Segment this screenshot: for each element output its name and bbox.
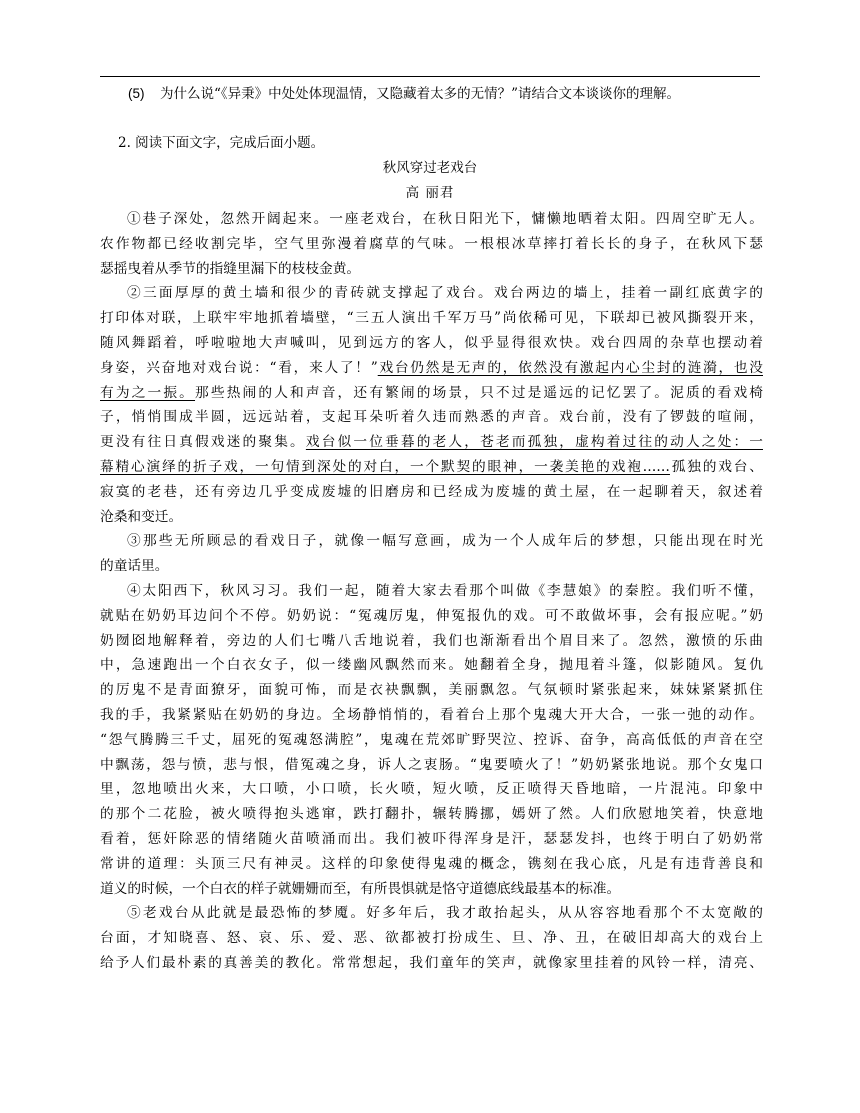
article-author: 高 丽君 [405, 185, 455, 201]
text-line: 奶囫囵地解释着，旁边的人们七嘴八舌地说着，我们也渐渐看出个眉目来了。忽然，激愤的乐曲 [100, 632, 763, 649]
text-line: 寂寞的老巷，还有旁边几乎变成废墟的旧磨房和已经成为废墟的黄土屋，在一起聊着天，叙述着 [100, 483, 763, 500]
question-5-number: (5) [128, 86, 145, 101]
text-line: ③那些无所顾忌的看戏日子，就像一幅写意画，成为一个人成年后的梦想，只能出现在时光 [127, 533, 763, 550]
text-line: 道义的时候，一个白衣的样子就姗姗而至，有所畏惧就是恪守道德底线最基本的标准。 [100, 880, 621, 897]
text-line: ④太阳西下，秋风习习。我们一起，随着大家去看那个叫做《李慧娘》的秦腔。我们听不懂， [127, 582, 763, 599]
text-line: 给予人们最朴素的真善美的教化。常常想起，我们童年的笑声，就像家里挂着的风铃一样，清亮、 [100, 954, 763, 971]
text-line: 沧桑和变迁。 [100, 508, 183, 525]
text-line: ⑤老戏台从此就是最恐怖的梦魇。好多年后，我才敢抬起头，从从容容地看那个不太宽敞的 [127, 905, 763, 922]
text-line [100, 381, 763, 406]
text-segment: 那些热闹的人和声音，还有繁闹的场景，只不过是遥远的记忆罢了。泥质的看戏椅 [195, 384, 763, 401]
text-line: 随风舞蹈着，呼啦啦地大声喊叫，见到远方的客人，似乎显得很欢快。戏台四周的杂草也摆动着 [100, 334, 763, 351]
text-line: 瑟摇曳着从季节的指缝里漏下的枝枝金黄。 [100, 260, 361, 277]
article-title: 秋风穿过老戏台 [382, 160, 478, 176]
underlined-sentence: 幕精心演绎的折子戏，一句情到深处的对白，一个默契的眼神，一袭美艳的戏袍…… [100, 458, 670, 475]
text-line: ②三面厚厚的黄土墙和很少的青砖就支撑起了戏台。戏台两边的墙上，挂着一副红底黄字的 [127, 285, 763, 302]
text-segment: 身姿，兴奋地对戏台说：“看，来人了！” [100, 359, 378, 376]
text-line: 我的手，我紧紧贴在奶奶的身边。全场静悄悄的，看着台上那个鬼魂大开大合，一张一弛的动作。 [100, 706, 763, 723]
question-2-instruction: 2. 阅读下面文字，完成后面小题。 [118, 135, 325, 151]
text-segment: 孤独的戏台、 [669, 458, 763, 475]
underlined-sentence: 有为之一振。 [100, 384, 196, 401]
text-line: 子，悄悄围成半圆，远远站着，支起耳朵听着久违而熟悉的声音。戏台前，没有了锣鼓的喧闹， [100, 409, 763, 426]
question-5-text: 为什么说“《异秉》中处处体现温情，又隐藏着太多的无情？”请结合文本谈谈你的理解。 [160, 86, 681, 102]
text-segment: 更没有往日真假戏迷的聚集。 [100, 434, 306, 451]
text-line: 台面，才知晓喜、怒、哀、乐、爱、恶、欲都被打扮成生、旦、净、丑，在破旧却高大的戏台上 [100, 930, 763, 947]
text-line [100, 430, 763, 455]
article-body [100, 207, 763, 976]
text-line: 常讲的道理：头顶三尺有神灵。这样的印象使得鬼魂的概念，镌刻在我心底，凡是有违背善良和 [100, 855, 763, 872]
question-5 [128, 84, 680, 104]
text-line: 的童话里。 [100, 558, 169, 575]
text-line: 的厉鬼不是青面獠牙，面貌可怖，而是衣袂飘飘，美丽飘忽。气氛顿时紧张起来，妹妹紧紧抓住 [100, 682, 763, 699]
underlined-sentence: 戏台似一位垂暮的老人，苍老而孤独，虚构着过往的动人之处：一 [305, 434, 763, 451]
text-line: 农作物都已经收割完毕，空气里弥漫着腐草的气味。一根根冰草摔打着长长的身子，在秋风下瑟 [100, 235, 763, 252]
text-line: “怨气腾腾三千丈，屈死的冤魂怒满腔”，鬼魂在荒郊旷野哭泣、控诉、奋争，高高低低的声音在空 [100, 731, 763, 748]
text-line: ①巷子深处，忽然开阔起来。一座老戏台，在秋日阳光下，慵懒地晒着太阳。四周空旷无人。 [127, 211, 763, 227]
text-line: 的那个二花脸，被火喷得抱头逃窜，跌打翻扑，辗转腾挪，嫣妍了然。人们欣慰地笑着，快意地 [100, 806, 763, 823]
text-line [100, 455, 763, 480]
text-line: 就贴在奶奶耳边问个不停。奶奶说：“冤魂厉鬼，伸冤报仇的戏。可不敢做坏事，会有报应呢。”奶 [100, 607, 763, 624]
underlined-sentence: 戏台仍然是无声的，依然没有激起内心尘封的涟漪，也没 [377, 359, 763, 376]
text-line: 打印体对联，上联牢牢地抓着墙壁，“三五人演出千军万马”尚依稀可见，下联却已被风撕裂开来， [100, 310, 763, 327]
header-rule [100, 76, 760, 77]
text-line: 中，急速跑出一个白衣女子，似一缕幽风飘然而来。她翻着全身，抛甩着斗篷，似影随风。复仇 [100, 657, 763, 674]
text-line: 中飘荡，怨与愤，悲与恨，借冤魂之身，诉人之衷肠。“鬼要喷火了！”奶奶紧张地说。那个女鬼口 [100, 756, 763, 773]
text-line: 看着，惩奸除恶的情绪随火苗喷涌而出。我们被吓得浑身是汗，瑟瑟发抖，也终于明白了奶奶常 [100, 830, 763, 847]
text-line [100, 356, 763, 381]
text-line: 里，忽地喷出火来，大口喷，小口喷，长火喷，短火喷，反正喷得天昏地暗，一片混沌。印象中 [100, 781, 763, 798]
